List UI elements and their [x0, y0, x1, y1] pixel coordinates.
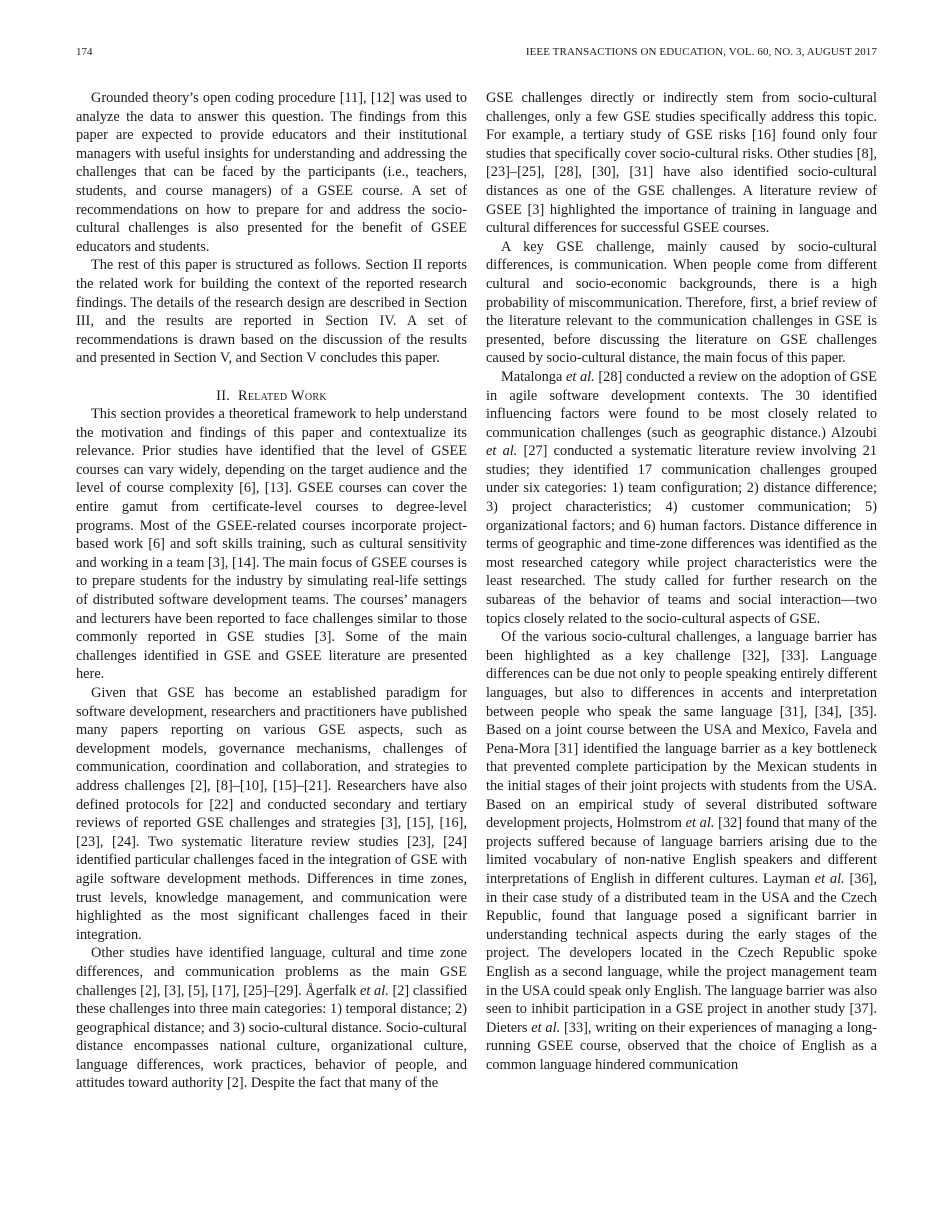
paragraph: GSE challenges directly or indirectly stem from socio-cultural challenges, only a few GSE studies specifically address this topic. For example, a tertiary study of GSE risks [16] found only four studies that specifically cover socio-cultural risks. Other studies [8], [23]–[25], [28], [30], [31] have also identified socio-cultural distances as one of the GSE challenges. A literature review of GSEE [3] highlighted the importance of training in language and cultural differences for successful GSEE courses.: [486, 90, 877, 237]
paragraph: The rest of this paper is structured as follows. Section II reports the related work for building the context of the reported research findings. The details of the research design are described in Section III, and the results are reported in Section IV. A set of recommendations is drawn based on the discussion of the results and presented in Section V, and Section V concludes this paper.: [76, 257, 467, 367]
text-run-italic: et al.: [531, 1019, 561, 1036]
running-head: [76, 44, 877, 60]
text-run: Of the various socio-cultural challenges, a language barrier has been highlighted as a key challenge [32], [33]. Language differences can be due not only to people speaking entirely different languages, but also to differences in accents and interpretation between people who speak the same language [31], [34], [35]. Based on a joint course between the USA and Mexico, Favela and Pena-Mora [31] identified the language barrier as a key bottleneck that prevented complete participation by the Mexican students in the initial stages of their joint projects with students from the USA. Based on an empirical study of several distributed software development projects, Holmstrom: [486, 629, 877, 832]
section-heading: [76, 387, 467, 406]
page-number: 174: [76, 46, 93, 58]
paragraph: This section provides a theoretical framework to help understand the motivation and findings of this paper and contextualize its relevance. Prior studies have identified that the level of GSEE courses can vary widely, depending on the target audience and the level of course complexity [6], [13]. GSEE courses can cover the entire gamut from certificate-level courses to degree-level programs. Most of the GSEE-related courses incorporate project-based work [6] and soft skills training, such as cultural sensitivity and working in a team [3], [14]. The main focus of GSEE courses is to prepare students for the industry by simulating real-life settings of distributed software development teams. The courses’ managers and lecturers have been reported to face challenges similar to those commonly reported in GSE studies [3]. Some of the main challenges identified in GSE and GSEE literature are presented here.: [76, 406, 467, 683]
paragraph: [486, 368, 877, 628]
text-run-italic: et al.: [486, 443, 518, 460]
text-run: [28] conducted a review on the adoption of GSE in agile software development contexts. The 30 identified influencing factors were found to be most closely related to communication challenges (such as geographic distance.) Alzoubi: [486, 368, 877, 441]
text-run-italic: et al.: [814, 870, 845, 887]
text-run-italic: et al.: [685, 815, 715, 832]
right-column: [486, 89, 877, 1074]
paragraph: [76, 944, 467, 1093]
left-column: [76, 89, 467, 1093]
text-run-italic: et al.: [566, 368, 595, 385]
text-run: [27] conducted a systematic literature review involving 21 studies; they identified 17 communication challenges grouped under six categories: 1) team configuration; 2) distance difference; 3) project characteristics; 4) customer communication; 5) organizational factors; and 6) human factors. Distance difference in terms of geographic and time-zone differences was identified as the most researched category while project characteristics were the least researched. The study called for further research on the subareas of the behavior of teams and social interaction—two topics closely related to the socio-cultural aspects of GSE.: [486, 443, 877, 627]
text-run-italic: et al.: [360, 982, 389, 999]
paragraph: [486, 628, 877, 1074]
text-run: Matalonga: [501, 368, 566, 385]
paragraph: A key GSE challenge, mainly caused by socio-cultural differences, is communication. When people come from different cultural and socio-economic backgrounds, there is a high probability of miscommunication. Therefore, first, a brief review of the literature relevant to the communication challenges in GSE is presented, before discussing the literature on GSE challenges caused by socio-cultural distance, the main focus of this paper.: [486, 238, 877, 367]
text-run: Other studies have identified language, cultural and time zone differences, and communication problems as the main GSE challenges [2], [3], [5], [17], [25]–[29]. Ågerfalk: [76, 945, 467, 999]
text-run: [32] found that many of the projects suffered because of language barriers arising due to the limited vocabulary of non-native English speakers and different interpretations of English in different cultures. Layman: [486, 815, 877, 887]
paragraph: Grounded theory’s open coding procedure [11], [12] was used to analyze the data to answer this question. The findings from this paper are expected to provide educators and their institutional managers with useful insights for understanding and addressing the challenges that can be faced by the participants (i.e., teachers, students, and course managers) of a GSEE course. A set of recommendations on how to prepare for and address the socio-cultural challenges is also presented for the benefit of GSEE educators and students.: [76, 90, 467, 255]
section-title: Related Work: [237, 387, 327, 404]
text-run: [33], writing on their experiences of managing a long-running GSEE course, observed that the choice of English as a common language hindered communication: [486, 1019, 877, 1073]
section-number: II.: [216, 387, 231, 404]
text-run: [36], in their case study of a distributed team in the USA and the Czech Republic, found that language posed a significant barrier in understanding technical aspects during the early stages of the project. The developers located in the Czech Republic spoke English as a second language, while the project management team in the USA could speak only English. The language barrier was also seen to inhibit participation in a GSE project in another study [37]. Dieters: [486, 870, 877, 1036]
journal-header: IEEE TRANSACTIONS ON EDUCATION, VOL. 60, NO. 3, AUGUST 2017: [525, 46, 877, 58]
paragraph: Given that GSE has become an established paradigm for software development, researchers and practitioners have published many papers reporting on various GSE aspects, such as development models, governance mechanisms, challenges of communication, coordination and collaboration, and strategies to address challenges [2], [8]–[10], [15]–[21]. Researchers have also defined protocols for [22] and conducted secondary and tertiary reviews of reported GSE challenges and strategies [3], [15], [16], [23], [24]. Two systematic literature review studies [23], [24] identified particular challenges faced in the integration of GSE with agile software development methods. Differences in time zones, trust levels, knowledge management, and communication were highlighted as the most significant challenges faced in their integration.: [76, 685, 467, 943]
text-run: [2] classified these challenges into three main categories: 1) temporal distance; 2) geographical distance; and 3) socio-cultural distance. Socio-cultural distance encompasses national culture, organizational culture, language differences, work practices, behavior of people, and attitudes toward authority [2]. Despite the fact that many of the: [76, 982, 467, 1092]
